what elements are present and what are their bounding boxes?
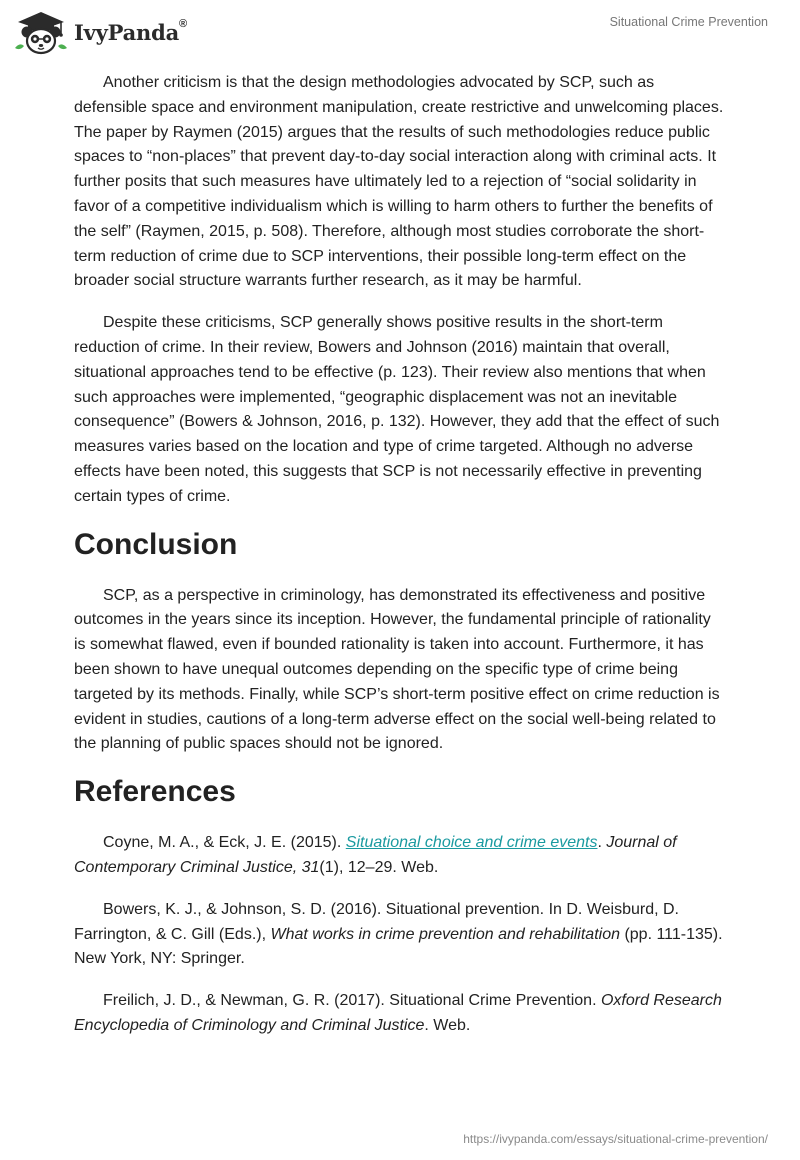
document-title: Situational Crime Prevention xyxy=(609,15,768,29)
brand-name: IvyPanda® xyxy=(74,17,187,45)
reference-details: (pp. 111-135). New York, NY: Springer. xyxy=(74,925,723,968)
ivypanda-logo[interactable] xyxy=(12,8,187,56)
reference-item xyxy=(74,831,726,881)
reference-item xyxy=(74,989,726,1039)
registered-mark: ® xyxy=(179,17,187,30)
reference-link[interactable]: Situational choice and crime events xyxy=(345,834,598,852)
body-paragraph: Another criticism is that the design methodologies advocated by SCP, such as defensible space and environment manipulation, create restrictive and unwelcoming places. The paper by Raymen (2015) argues that the results of such methodologies reduce public spaces to “non-places” that prevent day-to-day social interaction along with criminal acts. It further posits that such measures have ultimately led to a rejection of “social solidarity in favor of a competitive individualism which is willing to harm others to further the benefits of the self” (Raymen, 2015, p. 508). Therefore, although most studies corroborate the short-term reduction of crime due to SCP interventions, their possible long-term effect on the broader social structure warrants further research, as it may be harmful. xyxy=(74,74,724,290)
source-url[interactable]: https://ivypanda.com/essays/situational-crime-prevention/ xyxy=(463,1132,768,1146)
reference-authors: Freilich, J. D., & Newman, G. R. (2017). Situational Crime Prevention. xyxy=(103,992,601,1010)
reference-authors: Coyne, M. A., & Eck, J. E. (2015). xyxy=(103,834,346,852)
reference-authors: Bowers, K. J., & Johnson, S. D. (2016). Situational prevention. In D. Weisburd, D. Farrington, & C. Gill (Eds.), xyxy=(74,900,679,943)
references-heading: References xyxy=(74,775,236,809)
conclusion-heading: Conclusion xyxy=(74,527,238,561)
reference-item xyxy=(74,898,726,972)
reference-details: (1), 12–29. Web. xyxy=(319,858,439,876)
reference-separator: . xyxy=(597,834,607,852)
reference-journal: Oxford Research Encyclopedia of Criminology and Criminal Justice xyxy=(74,992,722,1034)
reference-book: What works in crime prevention and rehabilitation xyxy=(270,925,620,943)
reference-details: . Web. xyxy=(424,1016,471,1034)
body-paragraph: Despite these criticisms, SCP generally shows positive results in the short-term reduction of crime. In their review, Bowers and Johnson (2016) maintain that overall, situational approaches tend to be effective (p. 123). Their review also mentions that when such approaches were implemented, “geographic displacement was not an inevitable consequence” (Bowers & Johnson, 2016, p. 132). However, they add that the effect of such measures varies based on the location and type of crime targeted. Although no adverse effects have been noted, this suggests that SCP is not necessarily effective in preventing certain types of crime. xyxy=(74,314,720,505)
reference-journal: Journal of Contemporary Criminal Justice, 31 xyxy=(74,834,677,876)
page-header xyxy=(0,0,800,62)
conclusion-paragraph: SCP, as a perspective in criminology, has demonstrated its effectiveness and positive outcomes in the years since its inception. However, the fundamental principle of rationality is somewhat flawed, even if bounded rationality is taken into account. Furthermore, it has been shown to have unequal outcomes depending on the specific type of crime being targeted by its methods. Finally, while SCP’s short-term positive effect on crime reduction is evident in studies, cautions of a long-term adverse effect on the social well-being related to the planning of public spaces should not be ignored. xyxy=(74,586,720,753)
essay-content xyxy=(74,71,726,1056)
panda-graduate-icon xyxy=(12,8,70,56)
